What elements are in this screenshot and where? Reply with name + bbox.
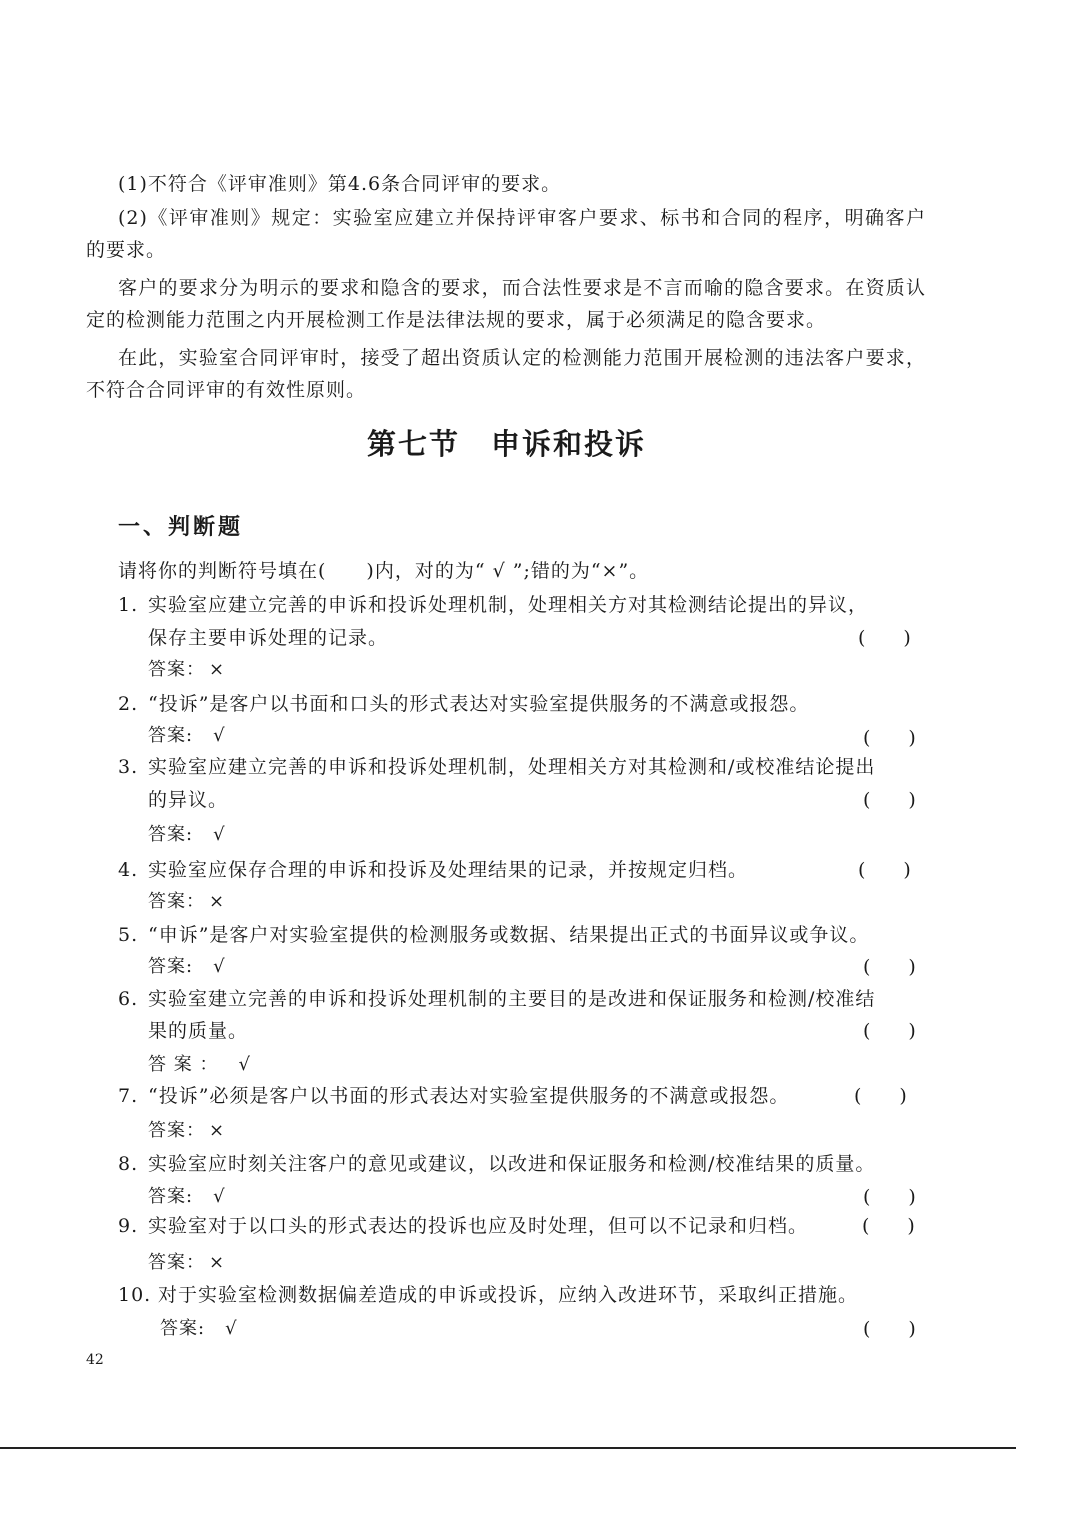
answer-mark: √	[213, 824, 226, 845]
answer-label: 答案:	[160, 1318, 206, 1339]
answer-10	[160, 1315, 238, 1343]
answer-7	[148, 1117, 225, 1145]
question-6-continued: 果的质量。	[148, 1020, 249, 1042]
answer-mark: √	[225, 1318, 238, 1339]
question-number: 8.	[118, 1153, 139, 1175]
question-text: 实验室对于以口头的形式表达的投诉也应及时处理，但可以不记录和归档。	[148, 1215, 809, 1237]
question-text: 实验室应建立完善的申诉和投诉处理机制，处理相关方对其检测和/或校准结论提出	[148, 756, 876, 778]
answer-blank: ( )	[863, 727, 916, 749]
answer-1	[148, 656, 225, 684]
answer-3	[148, 821, 226, 849]
page-number: 42	[86, 1352, 104, 1368]
answer-2	[148, 722, 226, 750]
answer-label: 答案：	[148, 1252, 205, 1273]
question-4	[118, 856, 748, 884]
intro-text	[86, 168, 926, 406]
question-text: “投诉”必须是客户以书面的形式表达对实验室提供服务的不满意或报怨。	[148, 1085, 790, 1107]
answer-label: 答案:	[148, 824, 194, 845]
answer-6	[148, 1051, 251, 1079]
intro-paragraph-2: (2)《评审准则》规定：实验室应建立并保持评审客户要求、标书和合同的程序，明确客户的要求。	[86, 207, 926, 261]
question-9	[118, 1212, 808, 1240]
answer-blank: ( )	[863, 956, 916, 978]
question-7	[118, 1082, 789, 1110]
answer-4	[148, 888, 225, 916]
answer-blank: ( )	[863, 789, 916, 811]
answer-blank: ( )	[854, 1085, 907, 1107]
answer-label: 答案：	[148, 659, 205, 680]
intro-paragraph-4: 在此，实验室合同评审时，接受了超出资质认定的检测能力范围开展检测的违法客户要求，不符合合同评审的有效性原则。	[86, 347, 926, 401]
answer-blank: ( )	[863, 1318, 916, 1340]
question-6	[118, 985, 875, 1013]
answer-blank: ( )	[858, 627, 911, 649]
question-number: 3.	[118, 756, 139, 778]
subsection-title: 一、判断题	[118, 514, 244, 540]
section-title: 第七节 申诉和投诉	[366, 427, 646, 461]
question-number: 7.	[118, 1085, 139, 1107]
answer-8	[148, 1183, 226, 1211]
question-text: “投诉”是客户以书面和口头的形式表达对实验室提供服务的不满意或报怨。	[148, 693, 810, 715]
answer-label: 答 案 ：	[148, 1054, 219, 1075]
question-text: 实验室应建立完善的申诉和投诉处理机制，处理相关方对其检测结论提出的异议，	[148, 594, 869, 616]
question-3	[118, 753, 875, 781]
question-1	[118, 591, 868, 619]
answer-9	[148, 1249, 225, 1277]
question-number: 9.	[118, 1215, 139, 1237]
answer-label: 答案:	[148, 725, 194, 746]
question-text: 对于实验室检测数据偏差造成的申诉或投诉，应纳入改进环节，采取纠正措施。	[158, 1284, 859, 1306]
question-text: “申诉”是客户对实验室提供的检测服务或数据、结果提出正式的书面异议或争议。	[148, 924, 870, 946]
question-number: 2.	[118, 693, 139, 715]
question-number: 10.	[118, 1284, 152, 1306]
answer-blank: ( )	[858, 859, 911, 881]
question-5	[118, 921, 869, 949]
answer-mark: √	[238, 1054, 251, 1075]
question-number: 1.	[118, 594, 139, 616]
question-10	[118, 1281, 858, 1309]
answer-blank: ( )	[863, 1020, 916, 1042]
intro-paragraph-1: (1)不符合《评审准则》第4.6条合同评审的要求。	[118, 173, 562, 195]
question-1-continued: 保存主要申诉处理的记录。	[148, 627, 389, 649]
question-text: 实验室建立完善的申诉和投诉处理机制的主要目的是改进和保证服务和检测/校准结	[148, 988, 876, 1010]
answer-mark: √	[213, 1186, 226, 1207]
question-text: 实验室应保存合理的申诉和投诉及处理结果的记录，并按规定归档。	[148, 859, 749, 881]
question-number: 4.	[118, 859, 139, 881]
intro-paragraph-3: 客户的要求分为明示的要求和隐含的要求，而合法性要求是不言而喻的隐含要求。在资质认定的检测能力范围之内开展检测工作是法律法规的要求，属于必须满足的隐含要求。	[86, 277, 926, 331]
answer-label: 答案：	[148, 1120, 205, 1141]
answer-5	[148, 953, 226, 981]
answer-mark: √	[213, 725, 226, 746]
answer-label: 答案:	[148, 1186, 194, 1207]
answer-mark: √	[213, 956, 226, 977]
question-2	[118, 690, 809, 718]
footer-rule	[0, 1447, 1016, 1449]
question-3-continued: 的异议。	[148, 789, 229, 811]
question-8	[118, 1150, 875, 1178]
question-number: 6.	[118, 988, 139, 1010]
answer-blank: ( )	[862, 1215, 915, 1237]
answer-label: 答案：	[148, 891, 205, 912]
answer-mark: ×	[209, 1120, 226, 1141]
question-text: 实验室应时刻关注客户的意见或建议，以改进和保证服务和检测/校准结果的质量。	[148, 1153, 876, 1175]
answer-mark: ×	[209, 659, 226, 680]
question-number: 5.	[118, 924, 139, 946]
answer-blank: ( )	[863, 1186, 916, 1208]
answer-mark: ×	[209, 891, 226, 912]
answer-mark: ×	[209, 1252, 226, 1273]
answer-label: 答案:	[148, 956, 194, 977]
instruction-text: 请将你的判断符号填在( )内，对的为“ √ ”;错的为“×”。	[118, 560, 650, 582]
